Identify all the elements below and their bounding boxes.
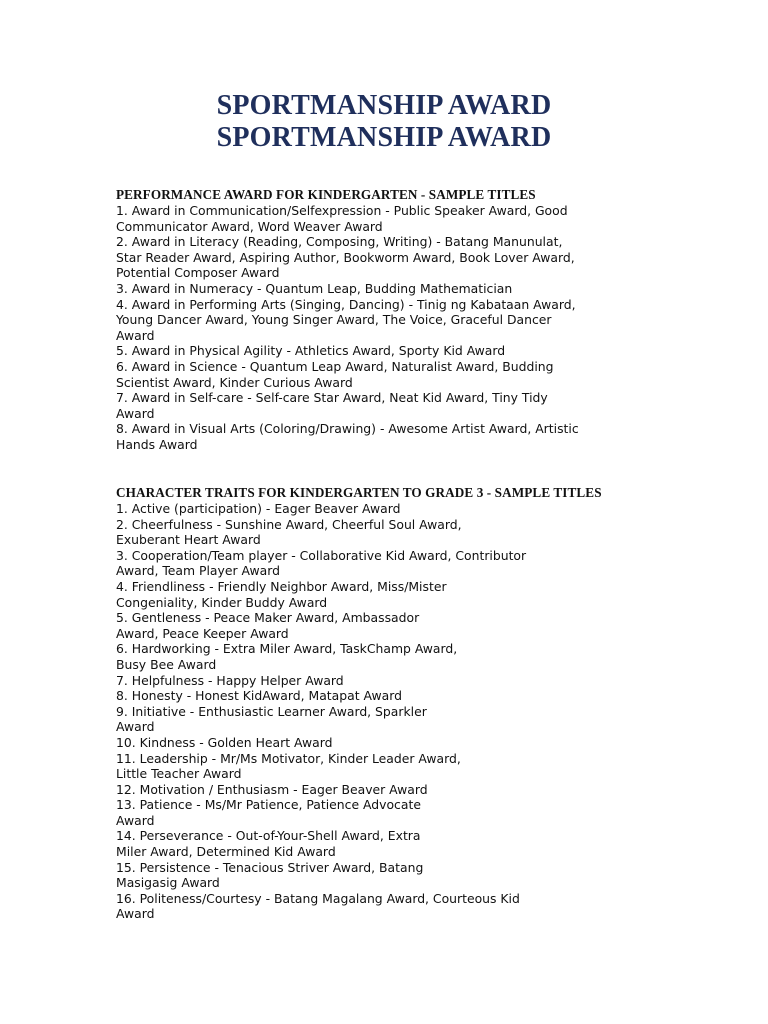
list-line: 11. Leadership - Mr/Ms Motivator, Kinder Leader Award, — [116, 750, 461, 766]
list-line: Award — [116, 719, 155, 735]
section-heading: PERFORMANCE AWARD FOR KINDERGARTEN - SAMPLE TITLES — [116, 187, 536, 202]
list-line: Award — [116, 812, 155, 828]
title-block — [0, 90, 768, 154]
list-line: Communicator Award, Word Weaver Award — [116, 218, 383, 234]
section-heading: CHARACTER TRAITS FOR KINDERGARTEN TO GRADE 3 - SAMPLE TITLES — [116, 485, 602, 500]
list-line: Award, Peace Keeper Award — [116, 625, 289, 641]
list-line: 5. Gentleness - Peace Maker Award, Ambassador — [116, 610, 420, 626]
list-line: 8. Award in Visual Arts (Coloring/Drawing) - Awesome Artist Award, Artistic — [116, 421, 579, 437]
list-line: Masigasig Award — [116, 875, 220, 891]
performance-award-section — [116, 187, 656, 453]
list-line: Potential Composer Award — [116, 265, 280, 281]
list-line: Congeniality, Kinder Buddy Award — [116, 594, 328, 610]
document-title: SPORTMANSHIP AWARD — [216, 90, 552, 121]
list-line: 12. Motivation / Enthusiasm - Eager Beaver Award — [116, 781, 428, 797]
list-line: Star Reader Award, Aspiring Author, Bookworm Award, Book Lover Award, — [116, 249, 575, 265]
character-traits-section — [116, 485, 656, 922]
list-line: 1. Active (participation) - Eager Beaver Award — [116, 501, 401, 516]
list-line: 10. Kindness - Golden Heart Award — [116, 734, 333, 750]
list-line: 2. Award in Literacy (Reading, Composing, Writing) - Batang Manunulat, — [116, 234, 563, 250]
list-line: Busy Bee Award — [116, 656, 217, 672]
list-line: Young Dancer Award, Young Singer Award, The Voice, Graceful Dancer — [116, 312, 552, 328]
list-line: 6. Award in Science - Quantum Leap Award, Naturalist Award, Budding — [116, 358, 554, 374]
list-line: 8. Honesty - Honest KidAward, Matapat Award — [116, 688, 402, 704]
list-line: 13. Patience - Ms/Mr Patience, Patience Advocate — [116, 797, 421, 813]
list-line: 5. Award in Physical Agility - Athletics Award, Sporty Kid Award — [116, 343, 506, 359]
award-list — [116, 203, 656, 453]
list-line: 4. Award in Performing Arts (Singing, Dancing) - Tinig ng Kabataan Award, — [116, 296, 576, 312]
list-line: Award, Team Player Award — [116, 563, 280, 579]
list-line: 7. Helpfulness - Happy Helper Award — [116, 672, 344, 688]
list-line: Little Teacher Award — [116, 766, 242, 782]
list-line: Hands Award — [116, 436, 198, 452]
list-line: Award — [116, 405, 155, 421]
list-line: 9. Initiative - Enthusiastic Learner Award, Sparkler — [116, 703, 427, 719]
list-line: 14. Perseverance - Out-of-Your-Shell Award, Extra — [116, 828, 421, 844]
list-line: Award — [116, 327, 155, 343]
list-line: 3. Cooperation/Team player - Collaborative Kid Award, Contributor — [116, 547, 527, 563]
list-line: 3. Award in Numeracy - Quantum Leap, Budding Mathematician — [116, 280, 513, 296]
list-line: 7. Award in Self-care - Self-care Star Award, Neat Kid Award, Tiny Tidy — [116, 390, 548, 406]
list-line: Scientist Award, Kinder Curious Award — [116, 374, 353, 390]
list-line: Award — [116, 906, 155, 922]
list-line: Exuberant Heart Award — [116, 532, 261, 548]
list-line: 16. Politeness/Courtesy - Batang Magalang Award, Courteous Kid — [116, 890, 520, 906]
list-line: 2. Cheerfulness - Sunshine Award, Cheerful Soul Award, — [116, 516, 462, 532]
list-line: Miler Award, Determined Kid Award — [116, 844, 336, 860]
list-line: 15. Persistence - Tenacious Striver Award, Batang — [116, 859, 424, 875]
list-line: 4. Friendliness - Friendly Neighbor Award, Miss/Mister — [116, 578, 447, 594]
document-title-repeat: SPORTMANSHIP AWARD — [216, 122, 552, 153]
list-line: 1. Award in Communication/Selfexpression - Public Speaker Award, Good — [116, 203, 568, 218]
award-list — [116, 501, 656, 922]
list-line: 6. Hardworking - Extra Miler Award, TaskChamp Award, — [116, 641, 458, 657]
